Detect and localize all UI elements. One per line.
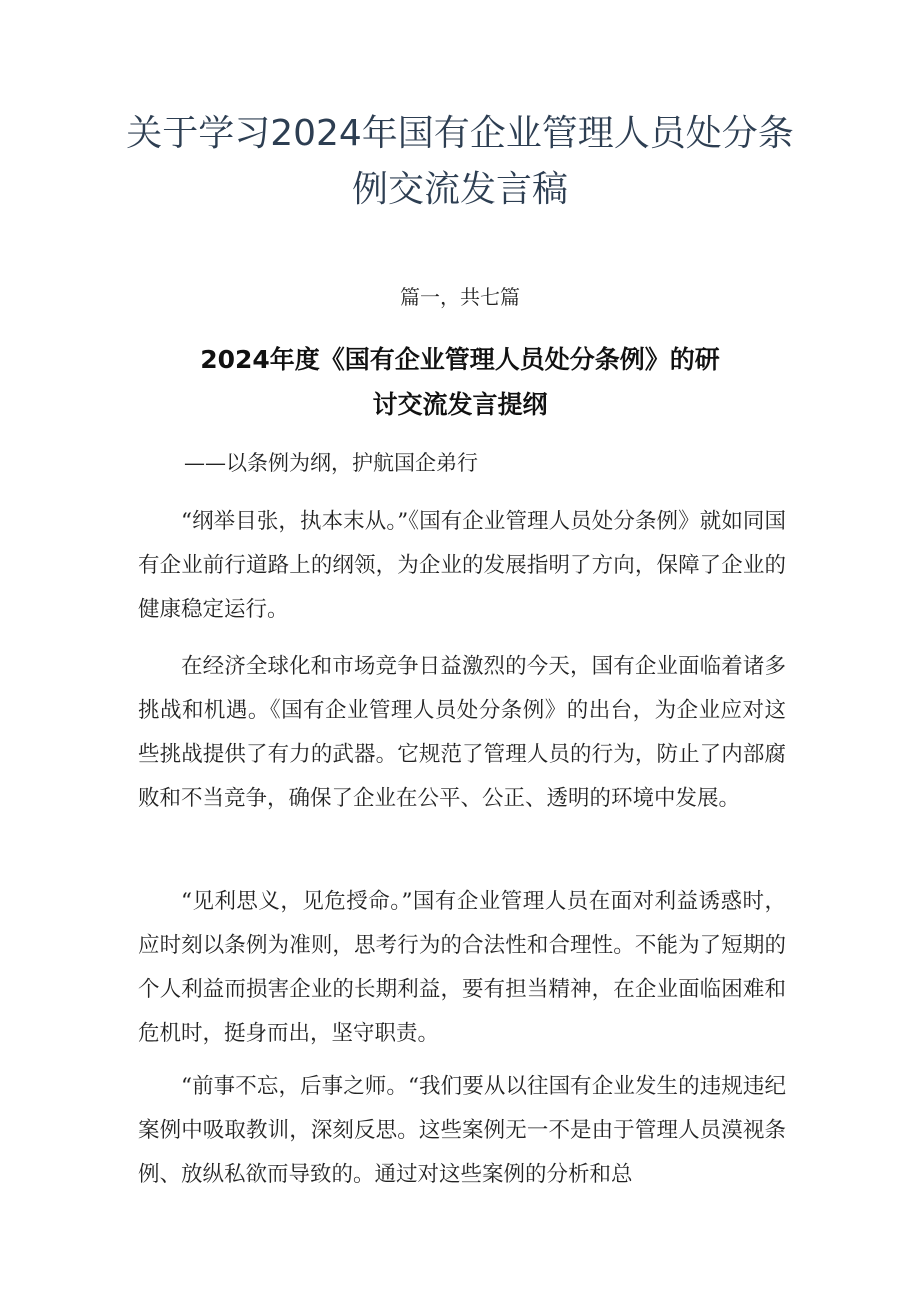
section-label: 篇一，共七篇 [400, 285, 520, 309]
body-paragraph-2: 在经济全球化和市场竞争日益激烈的今天，国有企业面临着诸多挑战和机遇。《国有企业管理人员处分条例》的出台，为企业应对这些挑战提供了有力的武器。它规范了管理人员的行为，防止了内部腐败和不当竞争，确保了企业在公平、公正、透明的环境中发展。 [138, 654, 786, 811]
subtitle-line-2: 讨交流发言提纲 [372, 390, 548, 419]
body-paragraph-1: “纲举目张，执本末从。”《国有企业管理人员处分条例》就如同国有企业前行道路上的纲领，为企业的发展指明了方向，保障了企业的健康稳定运行。 [138, 509, 786, 622]
lead-line: ——以条例为纲，护航国企弟行 [184, 451, 478, 475]
body-paragraph-4: “前事不忘，后事之师。“我们要从以往国有企业发生的违规违纪案例中吸取教训，深刻反思。这些案例无一不是由于管理人员漠视条例、放纵私欲而导致的。通过对这些案例的分析和总 [138, 1074, 786, 1187]
body-paragraph-3: “见利思义，见危授命。”国有企业管理人员在面对利益诱惑时，应时刻以条例为准则，思考行为的合法性和合理性。不能为了短期的个人利益而损害企业的长期利益，要有担当精神，在企业面临困难和危机时，挺身而出，坚守职责。 [138, 889, 786, 1046]
document-title-line-1: 关于学习2024年国有企业管理人员处分条 [126, 113, 794, 154]
subtitle-line-1: 2024年度《国有企业管理人员处分条例》的研 [200, 345, 720, 374]
document-title-line-2: 例交流发言稿 [351, 169, 568, 210]
